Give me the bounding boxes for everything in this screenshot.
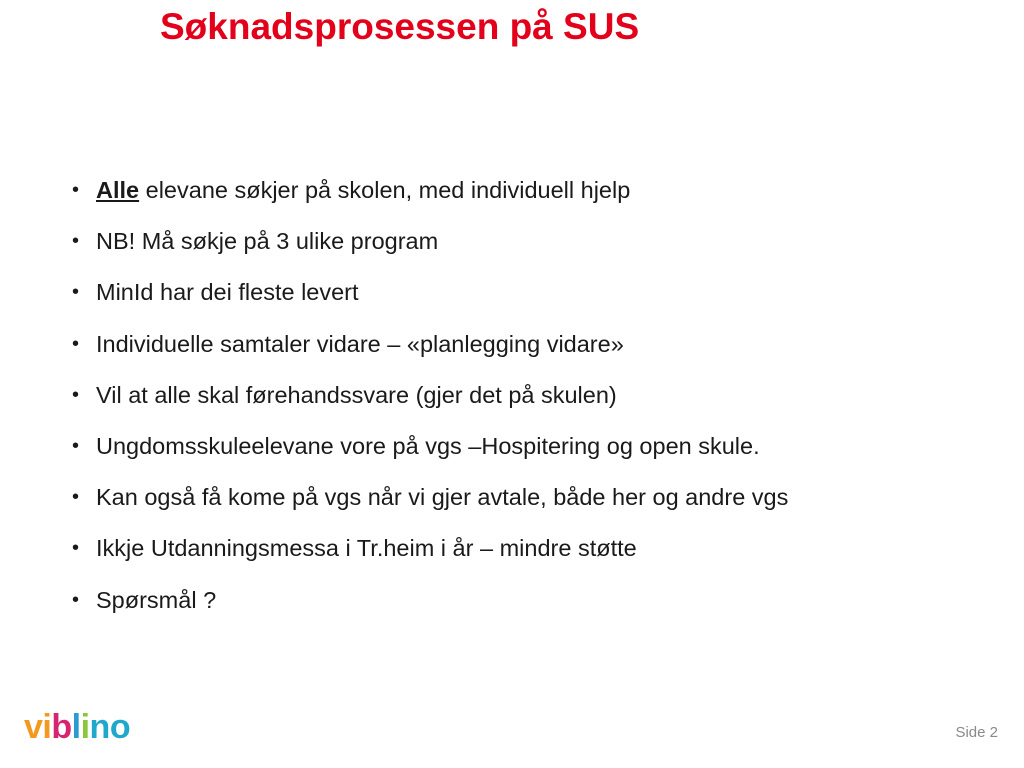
logo-part: no <box>89 708 131 746</box>
bullet-dot: • <box>72 588 80 611</box>
bullet-item <box>72 479 1012 530</box>
bullet-dot: • <box>72 383 80 406</box>
bullet-text: Vil at alle skal førehandssvare (gjer det på skulen) <box>96 381 617 408</box>
bullet-dot: • <box>72 281 80 304</box>
viblino-logo <box>24 708 130 754</box>
page-number: Side 2 <box>955 724 998 741</box>
bullet-item <box>72 274 1012 325</box>
bullet-text: Kan også få kome på vgs når vi gjer avtale, både her og andre vgs <box>96 484 789 511</box>
logo-part: b <box>51 708 72 746</box>
bullet-dot: • <box>72 230 80 253</box>
bullet-item <box>72 582 1012 633</box>
bullet-list <box>72 172 1012 633</box>
bullet-text: elevane søkjer på skolen, med individuell hjelp <box>139 177 631 203</box>
bullet-text: MinId har dei fleste levert <box>96 279 359 306</box>
bullet-dot: • <box>72 537 80 560</box>
bullet-text: NB! Må søkje på 3 ulike program <box>96 228 439 255</box>
slide-title: Søknadsprosessen på SUS <box>160 6 640 47</box>
bullet-dot: • <box>72 332 80 355</box>
bullet-text: Individuelle samtaler vidare – «planlegging vidare» <box>96 330 624 357</box>
logo-part: vi <box>24 708 52 746</box>
bullet-item <box>72 223 1012 274</box>
bullet-item <box>72 530 1012 581</box>
bullet-item <box>72 428 1012 479</box>
logo-part: i <box>80 708 90 746</box>
bullet-dot: • <box>72 486 80 509</box>
bullet-emphasis: Alle <box>96 177 140 203</box>
bullet-text: Ungdomsskuleelevane vore på vgs –Hospitering og open skule. <box>96 432 760 459</box>
bullet-text: Spørsmål ? <box>96 586 217 613</box>
logo-part: l <box>71 708 81 746</box>
bullet-item <box>72 377 1012 428</box>
bullet-item <box>72 326 1012 377</box>
bullet-dot: • <box>72 434 80 457</box>
bullet-dot: • <box>72 179 80 201</box>
bullet-item <box>72 172 1012 223</box>
bullet-text: Ikkje Utdanningsmessa i Tr.heim i år – mindre støtte <box>96 535 637 562</box>
